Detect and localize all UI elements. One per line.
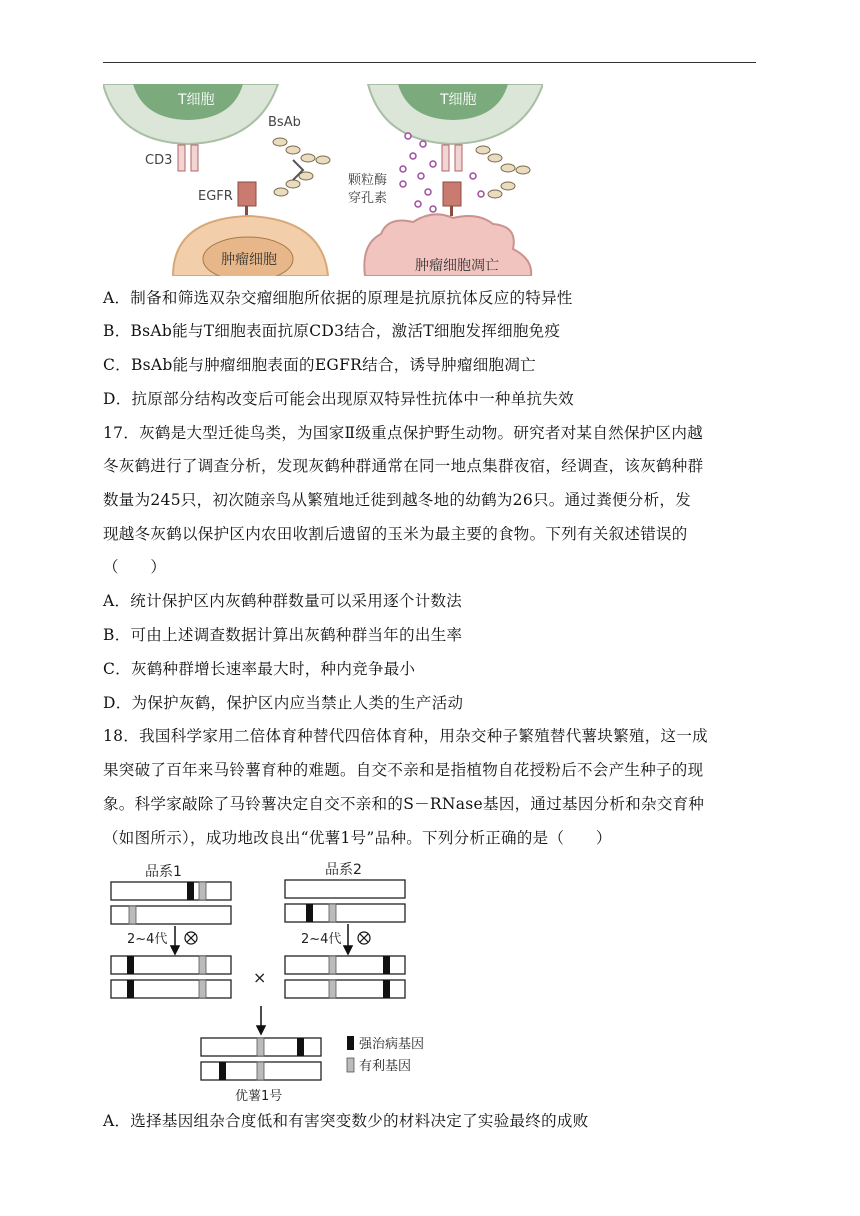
- granzyme-label: 颗粒酶: [348, 173, 388, 188]
- t-cell-label-right: T细胞: [440, 92, 477, 108]
- q17-stem-line: 数量为245只，初次随亲鸟从繁殖地迁徙到越冬地的幼鹤为26只。通过粪便分析，发: [103, 491, 692, 509]
- q18-stem-line: 18．我国科学家用二倍体育种替代四倍体育种，用杂交种子繁殖替代薯块繁殖，这一成: [103, 727, 708, 745]
- t-cell-label-left: T细胞: [178, 92, 215, 108]
- q18-option-a: A．选择基因组杂合度低和有害突变数少的材料决定了实验最终的成败: [103, 1112, 589, 1130]
- gen-label-2: 2~4代: [301, 932, 342, 947]
- line2-label: 品系2: [325, 862, 362, 878]
- q17-option-c: C．灰鹤种群增长速率最大时，种内竞争最小: [103, 660, 416, 678]
- apoptosis-label: 肿瘤细胞凋亡: [415, 258, 499, 274]
- q18-stem-line: 果突破了百年来马铃薯育种的难题。自交不亲和是指植物自花授粉后不会产生种子的现: [103, 761, 704, 779]
- q16-option-c: C．BsAb能与肿瘤细胞表面的EGFR结合，诱导肿瘤细胞凋亡: [103, 356, 536, 374]
- q17-option-b: B．可由上述调查数据计算出灰鹤种群当年的出生率: [103, 626, 463, 644]
- breeding-diagram: [103, 858, 463, 1108]
- cd3-label: CD3: [145, 153, 173, 168]
- q16-option-b: B．BsAb能与T细胞表面抗原CD3结合，激活T细胞发挥细胞免疫: [103, 322, 561, 340]
- egfr-label: EGFR: [198, 189, 233, 204]
- perforin-label: 穿孔素: [348, 191, 388, 206]
- q16-option-a: A．制备和筛选双杂交瘤细胞所依据的原理是抗原抗体反应的特异性: [103, 289, 573, 307]
- q17-option-a: A．统计保护区内灰鹤种群数量可以采用逐个计数法: [103, 592, 463, 610]
- q17-stem-line: 冬灰鹤进行了调查分析，发现灰鹤种群通常在同一地点集群夜宿，经调查，该灰鹤种群: [103, 457, 704, 475]
- q17-stem-line: 17．灰鹤是大型迁徙鸟类，为国家Ⅱ级重点保护野生动物。研究者对某自然保护区内越: [103, 424, 703, 442]
- q17-option-d: D．为保护灰鹤，保护区内应当禁止人类的生产活动: [103, 694, 464, 712]
- header-rule: [103, 62, 756, 63]
- q18-stem-line: 象。科学家敲除了马铃薯决定自交不亲和的S－RNase基因，通过基因分析和杂交育种: [103, 795, 705, 813]
- q17-answer-bracket: （ ）: [103, 558, 167, 576]
- q17-stem-line: 现越冬灰鹤以保护区内农田收割后遗留的玉米为最主要的食物。下列有关叙述错误的: [103, 525, 688, 543]
- bsab-label: BsAb: [268, 115, 301, 130]
- q18-stem-line: （如图所示），成功地改良出“优薯1号”品种。下列分析正确的是（ ）: [103, 829, 612, 847]
- legend-good: 有利基因: [359, 1059, 412, 1074]
- tumor-cell-label: 肿瘤细胞: [221, 252, 277, 268]
- legend-harmful: 强治病基因: [359, 1037, 425, 1052]
- cross-symbol: ×: [253, 968, 267, 987]
- result-label: 优薯1号: [235, 1089, 283, 1104]
- bsab-mechanism-figure: [103, 84, 543, 276]
- gen-label-1: 2~4代: [127, 932, 168, 947]
- line1-label: 品系1: [145, 864, 182, 880]
- q16-option-d: D．抗原部分结构改变后可能会出现原双特异性抗体中一种单抗失效: [103, 390, 574, 408]
